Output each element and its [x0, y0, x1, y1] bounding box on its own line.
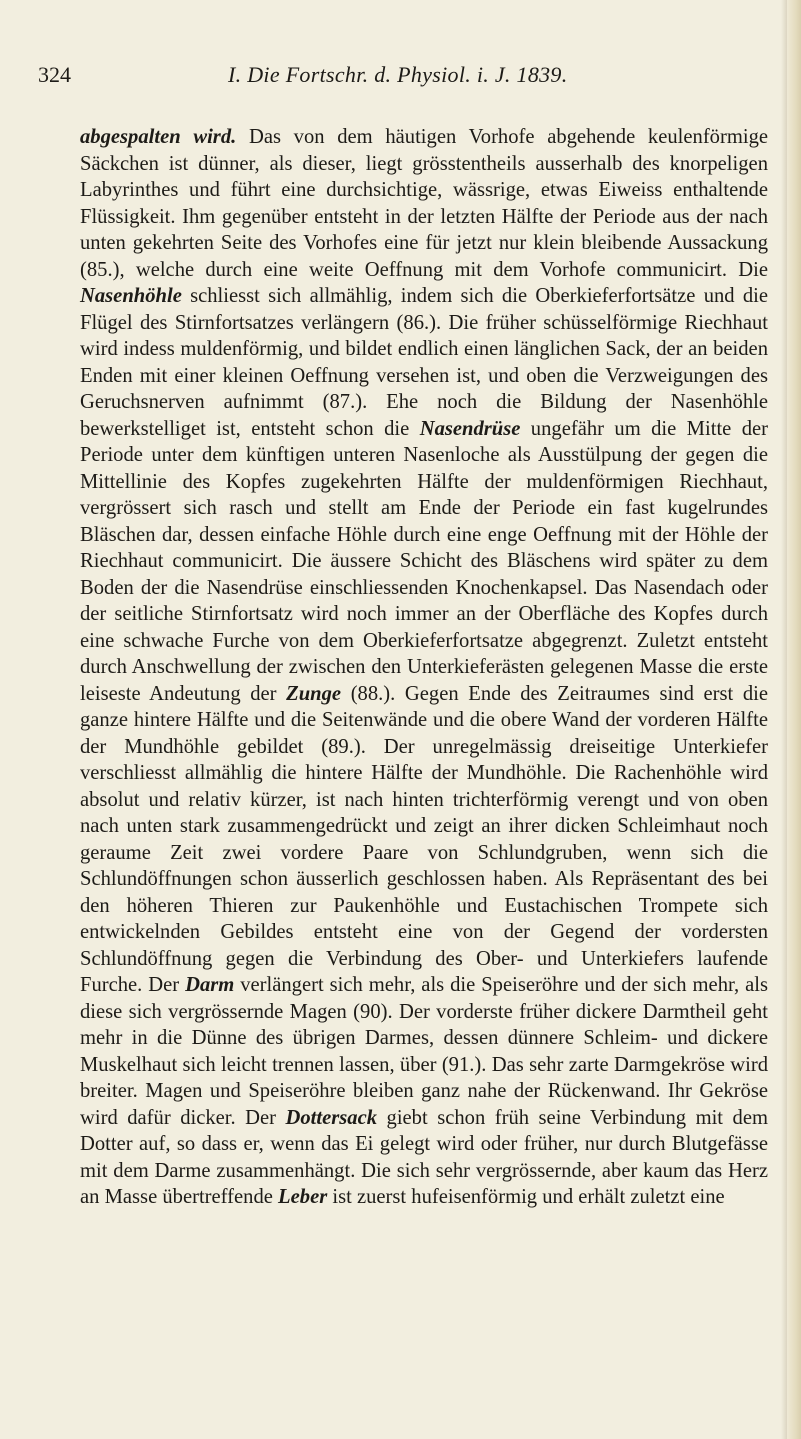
running-header	[38, 62, 738, 96]
emphasis-term: Nasendrüse	[419, 417, 521, 440]
text-run: verlängert sich mehr, als die Speiseröhre und der sich mehr, als diese sich vergrössernde Magen (90). Der vorderste früher dickere Darmtheil geht mehr in die Dünne des übrigen Darmes, dessen dünnere Schleim- und dickere Muskelhaut sich leicht trennen lassen, über (91.). Das sehr zarte Darmgekröse wird breiter. Magen und Speiseröhre bleiben ganz nahe der Rückenwand. Ihr Gekröse wird dafür dicker. Der	[80, 974, 768, 1129]
page-edge	[787, 0, 801, 1439]
running-title: I. Die Fortschr. d. Physiol. i. J. 1839.	[228, 62, 568, 87]
body-text	[80, 124, 768, 1211]
emphasis-term: Dottersack	[285, 1106, 378, 1129]
page-shadow	[781, 0, 787, 1439]
emphasis-term: Darm	[185, 974, 235, 996]
text-run: Das von dem häutigen Vorhofe abgehende keulenförmige Säckchen ist dünner, als dieser, liegt grösstentheils ausserhalb des knorpeligen Labyrinthes und führt eine durchsichtige, wässrige, etwas Eiweiss enthaltende Flüssigkeit. Ihm gegenüber entsteht in der letzten Hälfte der Periode aus der nach unten gekehrten Seite des Vorhofes eine für jetzt nur klein bleibende Aussackung (85.), welche durch eine weite Oeffnung mit dem Vorhofe communicirt. Die	[80, 126, 769, 281]
text-run: schliesst sich allmählig, indem sich die Oberkieferfortsätze und die Flügel des Stirnfortsatzes verlängern (86.). Die früher schüsselförmige Riechhaut wird indess muldenförmig, und bildet endlich einen länglichen Sack, der an beiden Enden mit einer kleinen Oeffnung versehen ist, und oben die Verzweigungen des Geruchsnerven aufnimmt (87.). Ehe noch die Bildung der Nasenhöhle bewerkstelliget ist, entsteht schon die	[80, 285, 768, 440]
text-run: ungefähr um die Mitte der Periode unter dem künftigen unteren Nasenloche als Ausstülpung der gegen die Mittellinie des Kopfes zugekehrten Hälfte der muldenförmigen Riechhaut, vergrössert sich rasch und stellt am Ende der Periode ein fast kugelrundes Bläschen dar, dessen einfache Höhle durch eine enge Oeffnung mit der Höhle der Riechhaut communicirt. Die äussere Schicht des Bläschens wird später zu dem Boden der die Nasendrüse einschliessenden Knochenkapsel. Das Nasendach oder der seitliche Stirnfortsatz wird noch immer an der Oberfläche des Kopfes durch eine schwache Furche von dem Oberkieferfortsatze abgegrenzt. Zuletzt entsteht durch Anschwellung der zwischen den Unterkieferästen gelegenen Masse die erste leiseste Andeutung der	[80, 417, 768, 705]
emphasis-term: Zunge	[286, 682, 342, 705]
emphasis-term: Nasenhöhle	[80, 285, 182, 307]
paragraph	[80, 124, 768, 1211]
text-run: ist zuerst hufeisenförmig und erhält zuletzt eine	[327, 1186, 725, 1208]
emphasis-term: Leber	[278, 1186, 328, 1208]
page-number: 324	[38, 62, 71, 87]
text-run: (88.). Gegen Ende des Zeitraumes sind erst die ganze hintere Hälfte und die Seitenwände und die obere Wand der vorderen Hälfte der Mundhöhle gebildet (89.). Der unregelmässig dreiseitige Unterkiefer verschliesst allmählig die hintere Hälfte der Mundhöhle. Die Rachenhöhle wird absolut und relativ kürzer, ist nach hinten trichterförmig verengt und von oben nach unten stark zusammengedrückt und zeigt an ihrer dicken Schleimhaut noch geraume Zeit zwei vordere Paare von Schlundgruben, wenn sich die Schlundöffnungen schon äusserlich geschlossen haben. Als Repräsentant des bei den höheren Thieren zur Paukenhöhle und Eustachischen Trompete sich entwickelnden Gebildes entsteht eine von der Gegend der vordersten Schlundöffnung gegen die Verbindung des Ober- und Unterkiefers laufende Furche. Der	[80, 682, 768, 996]
emphasis-term: abgespalten wird.	[80, 126, 237, 148]
text-run: giebt schon früh seine Verbindung mit dem Dotter auf, so dass er, wenn das Ei gelegt wird oder früher, nur durch Blutgefässe mit dem Darme zusammenhängt. Die sich sehr vergrössernde, aber kaum das Herz an Masse übertreffende	[80, 1106, 768, 1208]
